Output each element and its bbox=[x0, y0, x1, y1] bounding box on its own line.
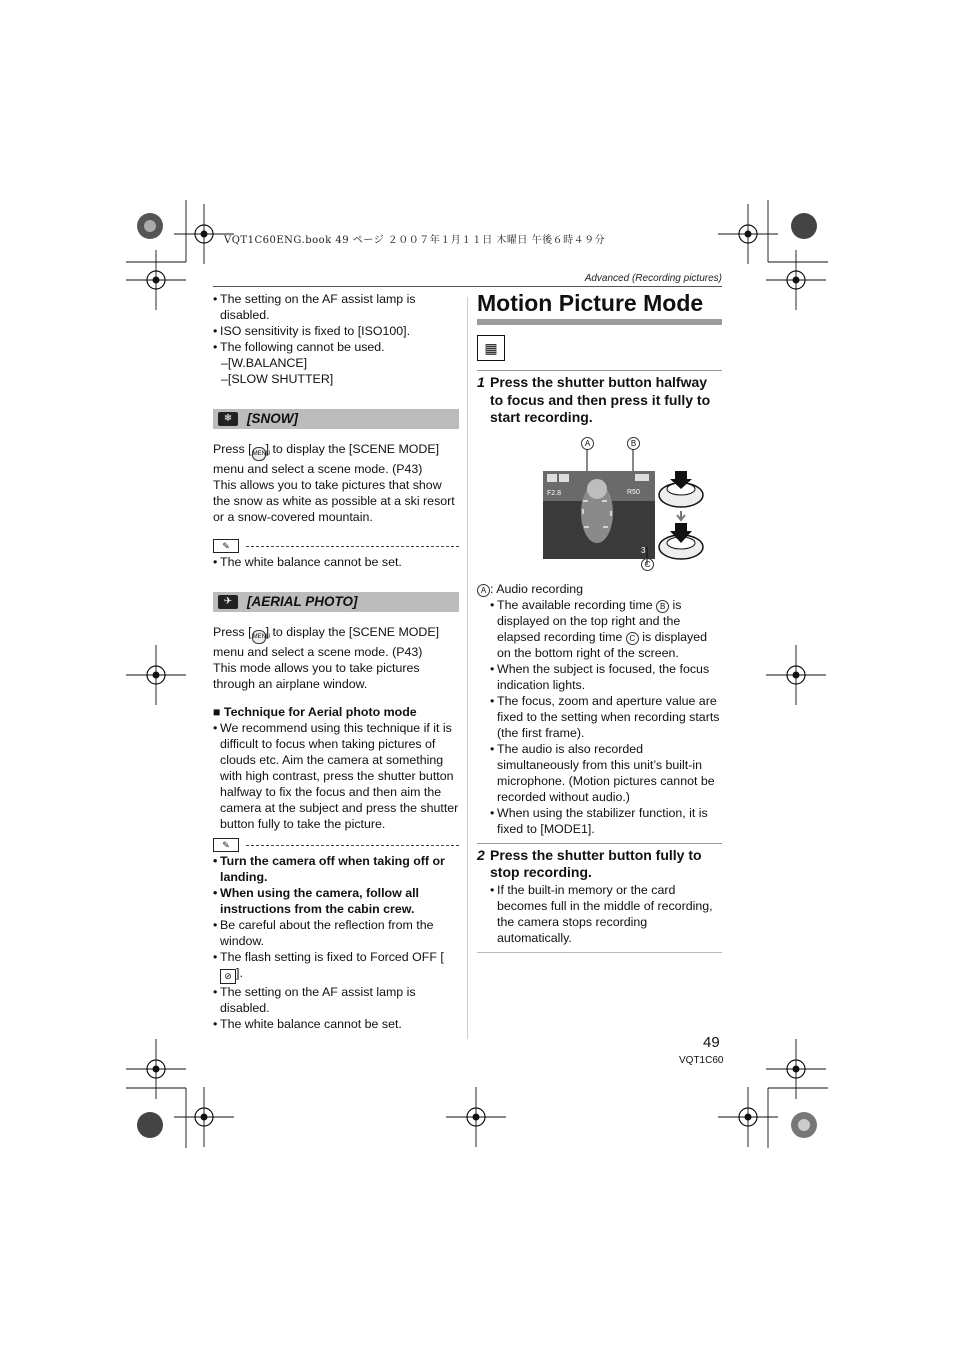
motion-picture-mode-icon: ▦ bbox=[477, 335, 505, 361]
list-item: • The setting on the AF assist lamp is disabled. bbox=[213, 291, 459, 323]
note-header bbox=[213, 539, 459, 553]
list-item: • We recommend using this technique if it is difficult to focus when taking pictures of clouds etc. Aim the camera at something with high contrast, press the shutter button halfway to fix the focus and then aim the camera at the subject and press the shutter button fully to take the picture. bbox=[213, 720, 459, 832]
note-header bbox=[213, 838, 459, 852]
aperture-readout: F2.8 bbox=[547, 489, 562, 497]
right-column bbox=[477, 291, 722, 953]
registration-mark bbox=[718, 1087, 778, 1147]
snow-title: [SNOW] bbox=[247, 411, 298, 426]
recording-figure bbox=[477, 433, 722, 571]
airplane-scene-icon: ✈ bbox=[218, 595, 238, 609]
section-label: Advanced (Recording pictures) bbox=[584, 273, 722, 284]
registration-mark bbox=[126, 250, 186, 310]
list-item: • The available recording time B is displayed on the top right and the elapsed recording time C is displayed on the bottom right of the screen. bbox=[490, 597, 722, 661]
sub-item: –[SLOW SHUTTER] bbox=[221, 372, 334, 386]
divider bbox=[477, 952, 722, 953]
flash-off-icon: ⊘ bbox=[220, 969, 236, 984]
registration-mark bbox=[446, 1087, 506, 1147]
list-item: • The white balance cannot be set. bbox=[213, 1016, 459, 1032]
list-item: • ISO sensitivity is fixed to [ISO100]. bbox=[213, 323, 459, 339]
elapsed-readout: 3 bbox=[641, 545, 646, 555]
column-divider bbox=[467, 297, 468, 1039]
print-header: VQT1C60ENG.book 49 ページ ２００７年１月１１日 木曜日 午後６時４９分 bbox=[224, 235, 606, 246]
note-icon: ✎ bbox=[213, 539, 239, 553]
registration-mark bbox=[718, 204, 778, 264]
callout-a: A bbox=[581, 437, 594, 450]
list-item: • When using the stabilizer function, it is fixed to [MODE1]. bbox=[490, 805, 722, 837]
aerial-heading bbox=[213, 592, 459, 612]
list-item: • If the built-in memory or the card becomes full in the middle of recording, the camera stops recording automatically. bbox=[490, 882, 722, 946]
list-item: • The white balance cannot be set. bbox=[213, 554, 459, 570]
registration-mark bbox=[766, 1039, 826, 1099]
list-item: • The audio is also recorded simultaneously from this unit’s built-in microphone. (Motion pictures cannot be recorded without audio.) bbox=[490, 741, 722, 805]
camera-screen-illustration bbox=[537, 449, 717, 571]
list-item: • The focus, zoom and aperture value are fixed to the setting when recording starts (the first frame). bbox=[490, 693, 722, 741]
time-readout: R50 bbox=[627, 488, 640, 496]
registration-mark bbox=[766, 645, 826, 705]
step-1: 1 Press the shutter button halfway to focus and then press it fully to start recording. bbox=[477, 374, 711, 425]
menu-button-icon: MENU bbox=[252, 630, 266, 644]
callout-b-ref: B bbox=[656, 600, 669, 613]
callout-b: B bbox=[627, 437, 640, 450]
audio-recording-label: A : Audio recording bbox=[477, 581, 722, 597]
snow-scene-icon: ❄ bbox=[218, 412, 238, 426]
menu-button-icon: MENU bbox=[252, 447, 266, 461]
list-item: • Turn the camera off when taking off or landing. bbox=[213, 853, 459, 885]
callout-c: C bbox=[641, 558, 654, 571]
snow-instruction: Press [MENU] to display the [SCENE MODE] menu and select a scene mode. (P43) bbox=[213, 442, 440, 476]
page-number: 49 bbox=[703, 1034, 720, 1051]
aerial-title: [AERIAL PHOTO] bbox=[247, 594, 358, 609]
intro-bullets bbox=[213, 291, 459, 355]
list-item: • When using the camera, follow all instructions from the cabin crew. bbox=[213, 885, 459, 917]
registration-mark bbox=[766, 250, 826, 310]
note-icon: ✎ bbox=[213, 838, 239, 852]
snow-description: This allows you to take pictures that show the snow as white as possible at a ski resort or a snow-covered mountain. bbox=[213, 478, 455, 524]
sub-item: –[W.BALANCE] bbox=[221, 356, 308, 370]
model-code: VQT1C60 bbox=[679, 1055, 724, 1066]
snow-heading bbox=[213, 409, 459, 429]
title-bar bbox=[477, 319, 722, 325]
list-item: • The flash setting is fixed to Forced OFF [⊘ ]. bbox=[213, 949, 459, 984]
color-target bbox=[137, 1112, 163, 1138]
left-column bbox=[213, 291, 459, 1032]
registration-mark bbox=[126, 1039, 186, 1099]
callout-a-ref: A bbox=[477, 584, 490, 597]
step-2: 2 Press the shutter button fully to stop recording. bbox=[477, 846, 702, 880]
aerial-instruction: Press [MENU] to display the [SCENE MODE] menu and select a scene mode. (P43) bbox=[213, 625, 440, 659]
list-item: • The setting on the AF assist lamp is disabled. bbox=[213, 984, 459, 1016]
list-item: • When the subject is focused, the focus indication lights. bbox=[490, 661, 722, 693]
list-item: • Be careful about the reflection from the window. bbox=[213, 917, 459, 949]
list-item: • The following cannot be used. bbox=[213, 339, 459, 355]
registration-mark bbox=[126, 645, 186, 705]
color-target bbox=[791, 213, 817, 239]
divider bbox=[477, 370, 722, 371]
aerial-description: This mode allows you to take pictures through an airplane window. bbox=[213, 661, 420, 691]
callout-c-ref: C bbox=[626, 632, 639, 645]
header-rule bbox=[213, 286, 722, 287]
divider bbox=[477, 843, 722, 844]
registration-mark bbox=[174, 1087, 234, 1147]
technique-title: ■ Technique for Aerial photo mode bbox=[213, 705, 417, 719]
page-title: Motion Picture Mode bbox=[477, 290, 704, 316]
